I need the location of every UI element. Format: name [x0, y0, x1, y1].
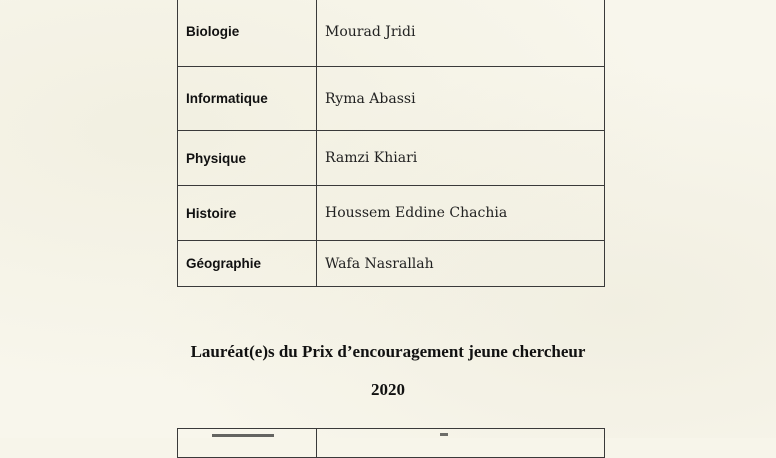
laureate-name-cell: Ramzi Khiari: [317, 131, 605, 186]
section-title: Lauréat(e)s du Prix d’encouragement jeune chercheur: [190, 342, 586, 361]
field-cell: Informatique: [178, 67, 317, 131]
field-cell: Physique: [178, 131, 317, 186]
laureate-name-cell: Wafa Nasrallah: [317, 241, 605, 287]
field-cell: Biologie: [178, 0, 317, 67]
cut-off-text: [212, 432, 282, 437]
cut-off-text: [440, 433, 448, 436]
laureate-name-cell: Houssem Eddine Chachia: [317, 186, 605, 241]
table-column-divider: [316, 429, 317, 457]
laureate-name-cell: Ryma Abassi: [317, 67, 605, 131]
field-cell: Histoire: [178, 186, 317, 241]
laureates-table: [177, 0, 605, 287]
table-row: [178, 131, 605, 186]
table-row: [178, 67, 605, 131]
section-year: 2020: [371, 380, 405, 399]
table-row: [178, 241, 605, 287]
field-cell: Géographie: [178, 241, 317, 287]
table-row: [178, 0, 605, 67]
next-table-partial: [177, 428, 605, 458]
table-row: [178, 186, 605, 241]
laureate-name-cell: Mourad Jridi: [317, 0, 605, 67]
